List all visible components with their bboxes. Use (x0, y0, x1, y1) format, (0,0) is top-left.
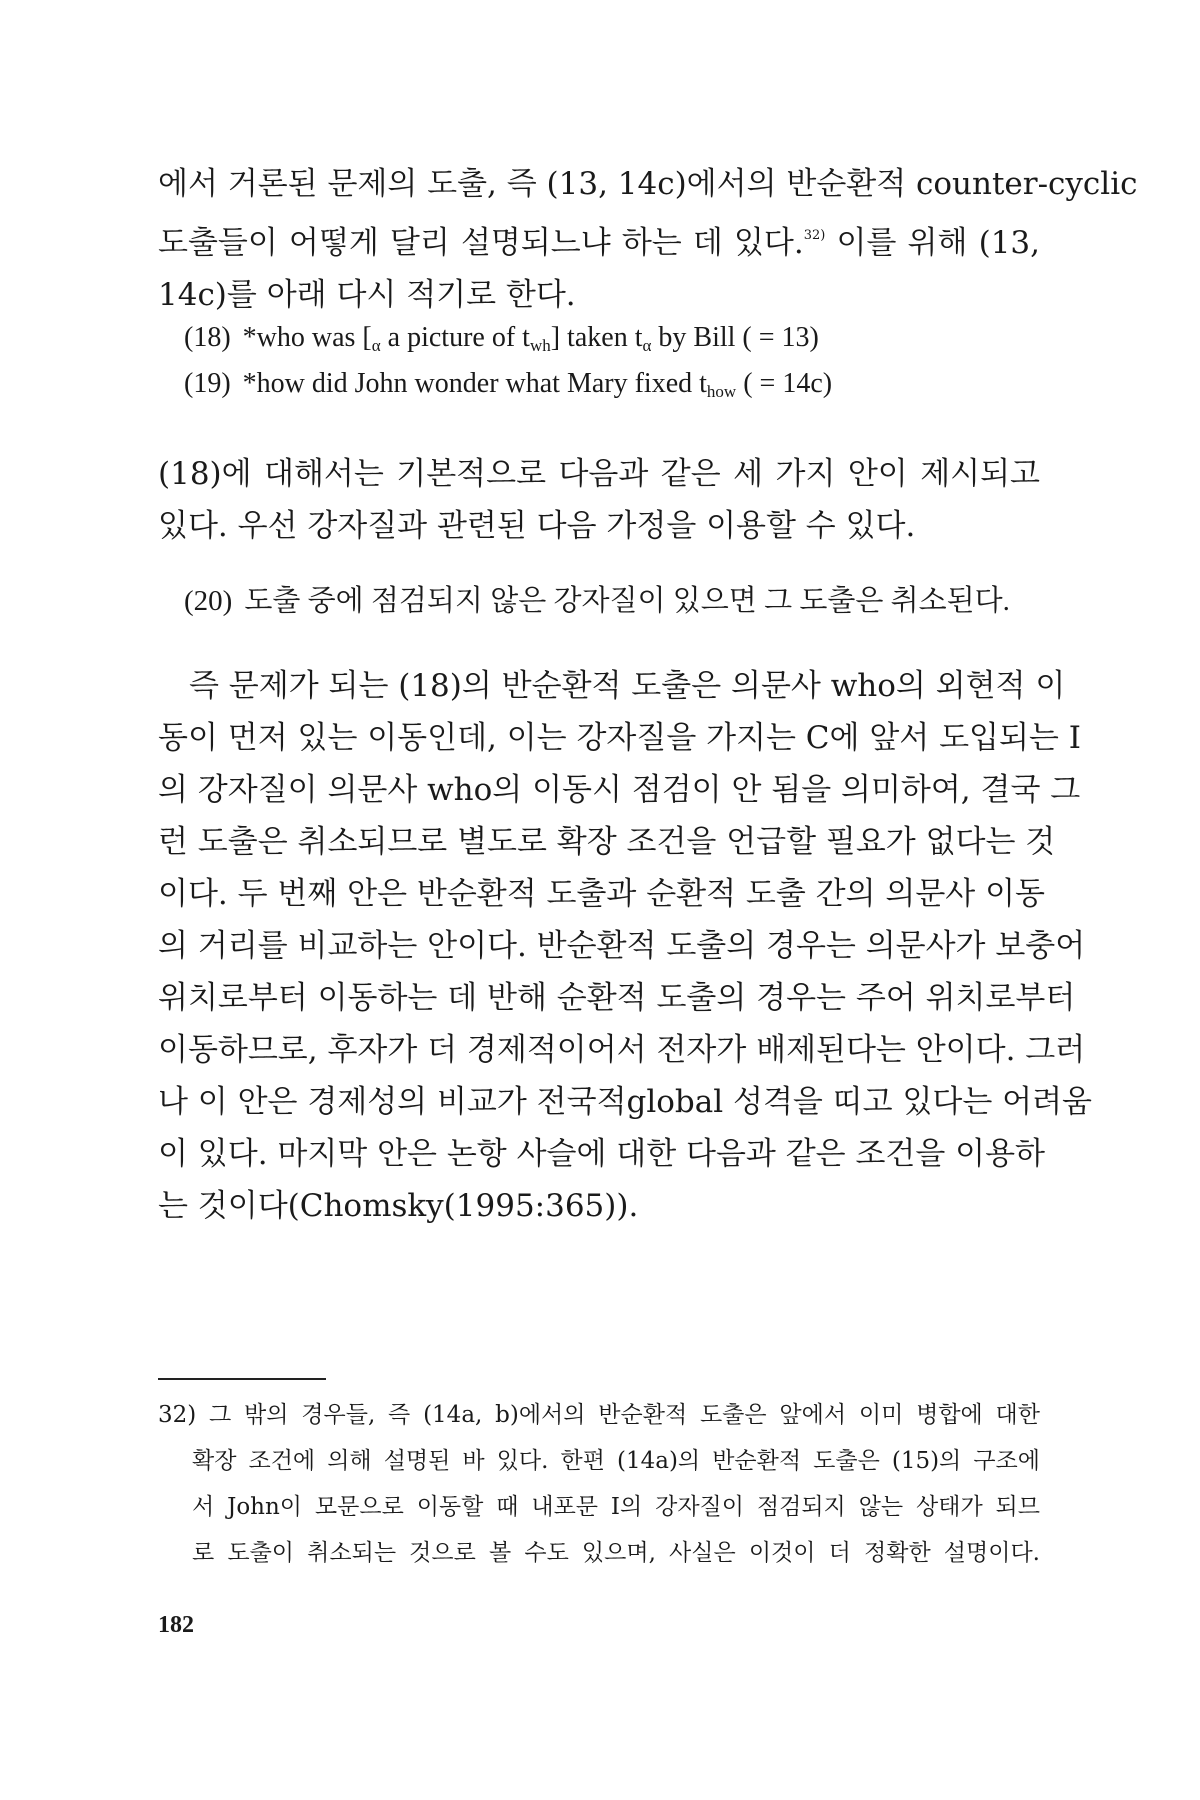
body-text-2 (158, 448, 1040, 552)
paragraph-1 (158, 158, 1138, 321)
text-line: 의 거리를 비교하는 안이다. 반순환적 도출의 경우는 의문사가 보충어 (158, 928, 1086, 964)
text-line: 이 있다. 마지막 안은 논항 사슬에 대한 다음과 같은 조건을 이용하 (158, 1136, 1045, 1172)
example-text: *how did John wonder what Mary fixed t (242, 368, 707, 399)
text-line: 나 이 안은 경제성의 비교가 전국적global 성격을 띠고 있다는 어려움 (158, 1084, 1092, 1120)
footnote-line: 32) 그 밖의 경우들, 즉 (14a, b)에서의 반순환적 도출은 앞에서 이미 병합에 대한 (158, 1402, 1040, 1428)
example-number: (19) (184, 368, 231, 399)
example-text: ] taken t (550, 322, 643, 353)
example-20 (184, 578, 1010, 619)
footnote-line: 로 도출이 취소되는 것으로 볼 수도 있으며, 사실은 이것이 더 정확한 설명이다. (192, 1540, 1040, 1566)
body-text-3 (158, 660, 1092, 1232)
example-number: (20) (184, 585, 233, 617)
text-line: 있다. 우선 강자질과 관련된 다음 가정을 이용할 수 있다. (158, 508, 916, 544)
body-text (158, 158, 1138, 321)
text-line: 이다. 두 번째 안은 반순환적 도출과 순환적 도출 간의 의문사 이동 (158, 876, 1045, 912)
text-line: 위치로부터 이동하는 데 반해 순환적 도출의 경우는 주어 위치로부터 (158, 980, 1076, 1016)
example-text: by Bill ( = 13) (651, 322, 819, 353)
footnote-32 (158, 1392, 1040, 1576)
subscript: how (706, 382, 737, 401)
text-run: 이를 위해 (13, (825, 225, 1040, 261)
paragraph-3 (158, 660, 1092, 1232)
text-line: 즉 문제가 되는 (18)의 반순환적 도출은 의문사 who의 외현적 이 (189, 668, 1066, 704)
subscript: α (642, 336, 652, 355)
example-18 (184, 322, 819, 356)
text-line: 런 도출은 취소되므로 별도로 확장 조건을 언급할 필요가 없다는 것 (158, 824, 1056, 860)
text-line: 이동하므로, 후자가 더 경제적이어서 전자가 배제된다는 안이다. 그러 (158, 1032, 1086, 1068)
footnote-line: 확장 조건에 의해 설명된 바 있다. 한편 (14a)의 반순환적 도출은 (15)의 구조에 (192, 1448, 1040, 1474)
example-19 (184, 368, 832, 402)
subscript: α (371, 336, 381, 355)
example-text: 도출 중에 점검되지 않은 강자질이 있으면 그 도출은 취소된다. (244, 585, 1010, 617)
footnote-line: 서 John이 모문으로 이동할 때 내포문 I의 강자질이 점검되지 않는 상태가 되므 (192, 1494, 1040, 1520)
example-number: (18) (184, 322, 231, 353)
footnote-divider (158, 1378, 326, 1380)
text-line: 동이 먼저 있는 이동인데, 이는 강자질을 가지는 C에 앞서 도입되는 I (158, 720, 1081, 756)
text-line: 의 강자질이 의문사 who의 이동시 점검이 안 됨을 의미하여, 결국 그 (158, 772, 1081, 808)
text-line (158, 210, 1040, 269)
footnote-ref[interactable]: 32) (803, 228, 826, 243)
text-line: 에서 거론된 문제의 도출, 즉 (13, 14c)에서의 반순환적 counter-cyclic (158, 166, 1138, 202)
text-run: 도출들이 어떻게 달리 설명되느냐 하는 데 있다. (158, 225, 804, 261)
text-line: (18)에 대해서는 기본적으로 다음과 같은 세 가지 안이 제시되고 (158, 456, 1040, 492)
text-line: 14c)를 아래 다시 적기로 한다. (158, 277, 576, 313)
paragraph-2 (158, 448, 1040, 552)
text-line: 는 것이다(Chomsky(1995:365)). (158, 1188, 639, 1224)
example-text: ( = 14c) (736, 368, 833, 399)
example-text: *who was [ (242, 322, 372, 353)
subscript: wh (529, 336, 551, 355)
page-number: 182 (158, 1612, 194, 1638)
example-text: a picture of t (380, 322, 530, 353)
